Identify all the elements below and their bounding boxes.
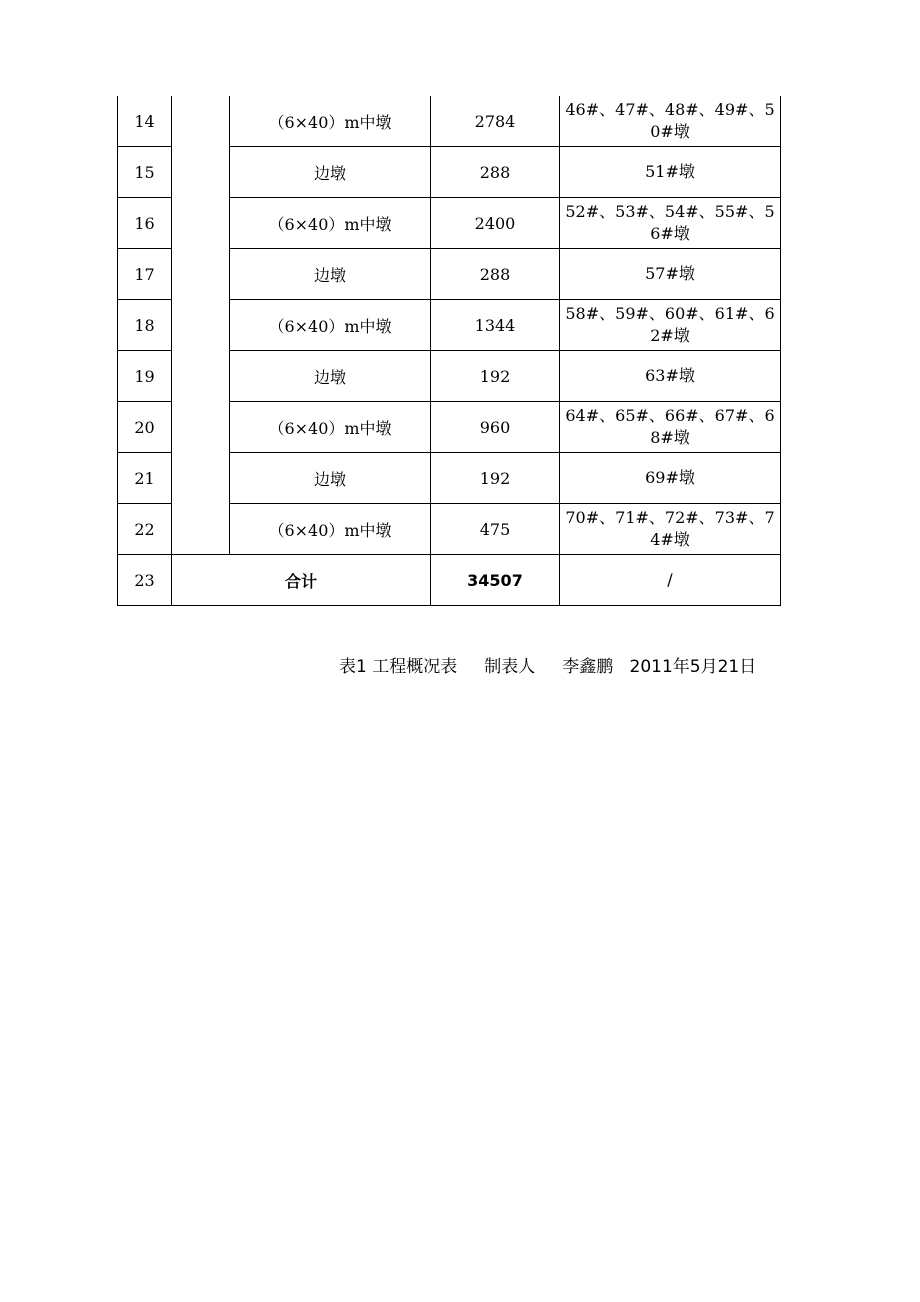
pier-type-cell: 边墩 xyxy=(230,147,431,198)
pier-list-text: 52#、53#、54#、55#、56#墩 xyxy=(565,202,775,243)
pier-list-cell xyxy=(560,300,781,351)
pier-list-cell xyxy=(560,402,781,453)
quantity-cell: 288 xyxy=(431,147,560,198)
total-row xyxy=(118,555,781,606)
row-number-cell: 19 xyxy=(118,351,172,402)
quantity-cell: 1344 xyxy=(431,300,560,351)
caption-maker-name: 李鑫鹏 xyxy=(562,657,614,677)
quantity-cell: 475 xyxy=(431,504,560,555)
pier-type-cell: （6×40）m中墩 xyxy=(230,402,431,453)
pier-list-cell xyxy=(560,504,781,555)
table-body xyxy=(118,96,781,606)
quantity-cell: 960 xyxy=(431,402,560,453)
row-number-cell: 20 xyxy=(118,402,172,453)
pier-type-cell: （6×40）m中墩 xyxy=(230,96,431,147)
pier-list-text: 46#、47#、48#、49#、50#墩 xyxy=(565,100,775,141)
pier-list-text: 57#墩 xyxy=(645,264,695,283)
pier-list-text: 69#墩 xyxy=(645,468,695,487)
caption-date: 2011年5月21日 xyxy=(629,657,757,677)
pier-type-cell: （6×40）m中墩 xyxy=(230,504,431,555)
pier-list-cell xyxy=(560,147,781,198)
merged-blank-cell xyxy=(172,96,230,555)
caption-maker-label: 制表人 xyxy=(484,657,536,677)
row-number-cell: 18 xyxy=(118,300,172,351)
row-number-cell: 22 xyxy=(118,504,172,555)
row-number-cell: 23 xyxy=(118,555,172,606)
quantity-cell: 192 xyxy=(431,453,560,504)
row-number-cell: 14 xyxy=(118,96,172,147)
pier-list-cell xyxy=(560,198,781,249)
caption-table-name: 表1 工程概况表 xyxy=(339,657,458,677)
pier-list-text: 70#、71#、72#、73#、74#墩 xyxy=(565,508,775,549)
table-row xyxy=(118,96,781,147)
pier-list-cell xyxy=(560,249,781,300)
quantity-cell: 288 xyxy=(431,249,560,300)
pier-type-cell: 边墩 xyxy=(230,249,431,300)
quantity-cell: 192 xyxy=(431,351,560,402)
pier-list-text: 51#墩 xyxy=(645,162,695,181)
pier-list-cell xyxy=(560,351,781,402)
pier-list-text: 63#墩 xyxy=(645,366,695,385)
pier-type-cell: 边墩 xyxy=(230,351,431,402)
quantity-cell: 2400 xyxy=(431,198,560,249)
project-overview-table xyxy=(117,96,781,606)
row-number-cell: 15 xyxy=(118,147,172,198)
pier-type-cell: （6×40）m中墩 xyxy=(230,300,431,351)
pier-list-text: 58#、59#、60#、61#、62#墩 xyxy=(565,304,775,345)
total-label-cell: 合计 xyxy=(172,555,431,606)
pier-list-text: 64#、65#、66#、67#、68#墩 xyxy=(565,406,775,447)
row-number-cell: 16 xyxy=(118,198,172,249)
pier-type-cell: 边墩 xyxy=(230,453,431,504)
pier-type-cell: （6×40）m中墩 xyxy=(230,198,431,249)
quantity-cell: 2784 xyxy=(431,96,560,147)
table-caption xyxy=(339,652,756,677)
row-number-cell: 21 xyxy=(118,453,172,504)
pier-list-cell xyxy=(560,453,781,504)
pier-list-cell xyxy=(560,96,781,147)
row-number-cell: 17 xyxy=(118,249,172,300)
total-pier-list-cell: / xyxy=(560,555,781,606)
total-quantity-cell: 34507 xyxy=(431,555,560,606)
